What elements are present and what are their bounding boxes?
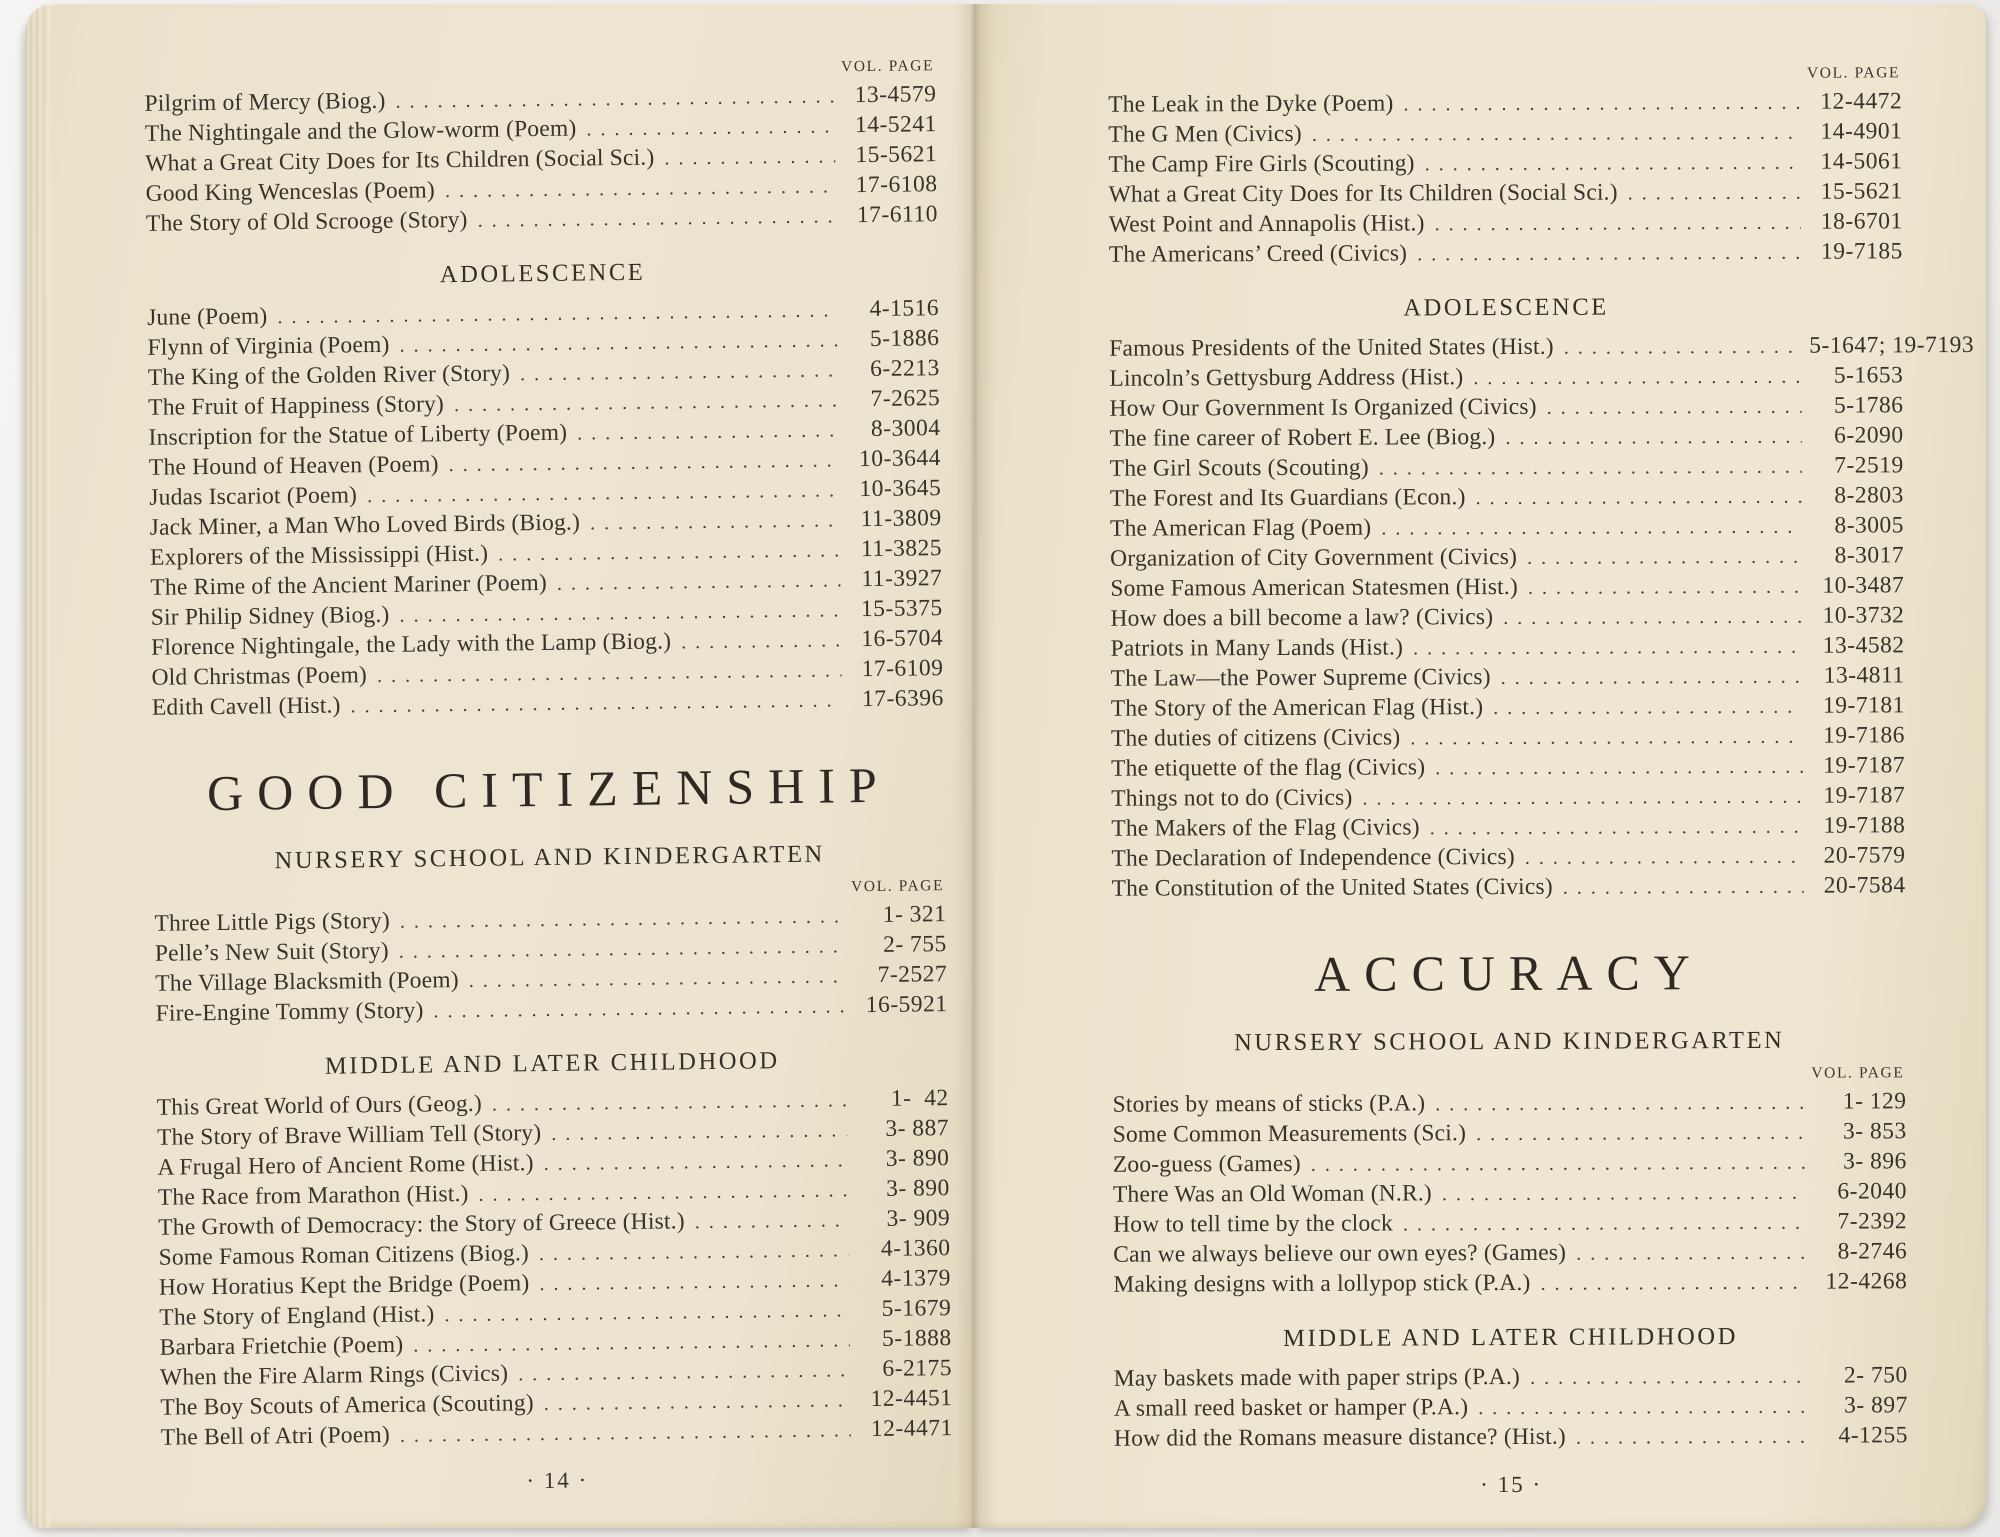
entry-group: [147, 293, 944, 723]
entry-volume-page: 6-2175: [882, 1355, 953, 1382]
entry-title: Florence Nightingale, the Lady with the Lamp (Biog.): [150, 628, 672, 661]
entry-title: The Law—the Power Supreme (Civics): [1110, 664, 1491, 692]
entry-volume-page: 19-7187: [1823, 752, 1906, 779]
dot-leader: [1564, 331, 1802, 363]
index-entry: [1111, 660, 1905, 693]
vol-page-header: VOL. PAGE: [1811, 1064, 1905, 1082]
entry-title: A Frugal Hero of Ancient Rome (Hist.): [157, 1150, 534, 1181]
entry-volume-page: 13-4582: [1822, 632, 1905, 659]
dot-leader: [577, 414, 839, 448]
index-entry: [1113, 1146, 1907, 1179]
section-subheading: MIDDLE AND LATER CHILDHOOD: [1283, 1322, 1739, 1352]
index-entry: [1111, 690, 1905, 723]
dot-leader: [1501, 661, 1803, 693]
entry-title: Judas Iscariot (Poem): [149, 482, 358, 511]
entry-volume-page: 5-1786: [1833, 392, 1904, 419]
vol-page-header: VOL. PAGE: [840, 57, 935, 76]
entry-title: Some Famous Roman Citizens (Biog.): [158, 1240, 530, 1271]
vol-page-header: VOL. PAGE: [1806, 64, 1901, 82]
entry-group: [1112, 1086, 1907, 1299]
dot-leader: [1576, 1421, 1806, 1453]
entry-volume-page: 15-5375: [860, 595, 943, 623]
entry-volume-page: 8-3005: [1834, 512, 1905, 539]
entry-group: [1108, 86, 1903, 269]
entry-volume-page: 7-2519: [1834, 452, 1904, 479]
index-entry: [1111, 750, 1905, 783]
index-entry: [1108, 86, 1902, 119]
index-entry: [1110, 420, 1904, 453]
entry-volume-page: 5-1888: [881, 1325, 952, 1352]
index-entry: [1110, 540, 1904, 573]
entry-title: The Race from Marathon (Hist.): [157, 1180, 469, 1211]
entry-volume-page: 6-2213: [870, 355, 940, 382]
entry-title: Fire-Engine Tommy (Story): [155, 997, 424, 1027]
entry-title: The Nightingale and the Glow-worm (Poem): [144, 115, 577, 147]
entry-title: The Rime of the Ancient Mariner (Poem): [150, 569, 548, 601]
dot-leader: [1476, 1117, 1805, 1149]
entry-title: Organization of City Government (Civics): [1110, 543, 1518, 572]
entry-volume-page: 11-3927: [861, 565, 943, 593]
dot-leader: [477, 200, 836, 235]
entry-volume-page: 4-1379: [881, 1265, 952, 1292]
entry-volume-page: 5-1647; 19-7193: [1809, 331, 1975, 359]
dot-leader: [1381, 511, 1802, 544]
dot-leader: [1530, 1361, 1806, 1393]
index-entry: [1110, 600, 1904, 633]
entry-title: Making designs with a lollypop stick (P.A.): [1113, 1269, 1531, 1298]
entry-volume-page: 3- 890: [885, 1145, 950, 1172]
index-entry: [1110, 570, 1904, 603]
entry-volume-page: 18-6701: [1820, 208, 1903, 235]
entry-title: The Story of Brave William Tell (Story): [156, 1120, 542, 1151]
dot-leader: [1547, 391, 1802, 423]
dot-leader: [1410, 721, 1803, 754]
entry-volume-page: 8-3004: [870, 415, 941, 442]
entry-volume-page: 7-2527: [877, 961, 948, 988]
entry-volume-page: 1- 321: [882, 901, 947, 928]
dot-leader: [1435, 207, 1801, 240]
entry-title: West Point and Annapolis (Hist.): [1108, 210, 1425, 238]
entry-volume-page: 17-6108: [855, 171, 938, 199]
dot-leader: [586, 110, 835, 144]
index-entry: [1113, 1236, 1907, 1269]
dot-leader: [1379, 451, 1802, 484]
entry-title: The fine career of Robert E. Lee (Biog.): [1109, 424, 1496, 452]
page-number: · 15 ·: [1480, 1471, 1543, 1498]
entry-title: The etiquette of the flag (Civics): [1111, 754, 1426, 782]
entry-volume-page: 20-7579: [1823, 842, 1906, 869]
entry-volume-page: 15-5621: [855, 141, 938, 169]
dot-leader: [1312, 117, 1801, 150]
section-heading: ACCURACY: [1313, 944, 1705, 1002]
dot-leader: [543, 1144, 847, 1179]
index-entry: [1114, 1390, 1908, 1423]
entry-volume-page: 12-4472: [1820, 88, 1903, 115]
entry-title: Three Little Pigs (Story): [154, 907, 391, 937]
index-entry: [1114, 1360, 1908, 1393]
entry-volume-page: 3- 896: [1843, 1148, 1907, 1175]
entry-title: The Village Blacksmith (Poem): [155, 967, 459, 997]
entry-volume-page: 3- 897: [1844, 1392, 1908, 1419]
entry-volume-page: 6-2040: [1837, 1178, 1907, 1205]
entry-title: Zoo-guess (Games): [1112, 1150, 1301, 1178]
entry-volume-page: 14-5241: [854, 111, 937, 139]
dot-leader: [1576, 1237, 1805, 1269]
entry-volume-page: 3- 853: [1842, 1118, 1907, 1145]
entry-title: When the Fire Alarm Rings (Civics): [159, 1360, 509, 1391]
entry-volume-page: 17-6396: [861, 685, 944, 713]
page-content-right: [1108, 62, 1975, 1499]
entry-title: What a Great City Does for Its Children (Social Sci.): [1108, 179, 1618, 208]
dot-leader: [1403, 87, 1800, 120]
entry-title: Things not to do (Civics): [1111, 784, 1353, 812]
dot-leader: [695, 1204, 849, 1237]
entry-title: Some Famous American Statesmen (Hist.): [1110, 573, 1519, 602]
index-entry: [1111, 720, 1905, 753]
entry-title: How Horatius Kept the Bridge (Poem): [158, 1270, 530, 1301]
entry-volume-page: 8-2803: [1834, 482, 1904, 509]
index-entry: [1109, 390, 1903, 423]
entry-title: The Boy Scouts of America (Scouting): [160, 1390, 534, 1421]
dot-leader: [1403, 1207, 1805, 1240]
entry-title: Can we always believe our own eyes? (Games): [1113, 1239, 1567, 1268]
entry-volume-page: 1- 129: [1842, 1088, 1907, 1115]
entry-volume-page: 14-4901: [1820, 118, 1903, 145]
section-subheading: ADOLESCENCE: [439, 258, 646, 289]
entry-title: How did the Romans measure distance? (Hist.): [1113, 1423, 1566, 1452]
entry-title: The Forest and Its Guardians (Econ.): [1109, 484, 1466, 512]
entry-volume-page: 5-1653: [1833, 362, 1904, 389]
index-entry: [1111, 780, 1905, 813]
entry-volume-page: 14-5061: [1820, 148, 1903, 175]
entry-title: The Americans’ Creed (Civics): [1108, 240, 1408, 268]
entry-volume-page: 8-2746: [1837, 1238, 1908, 1265]
entry-group: [157, 1083, 953, 1453]
entry-volume-page: 1- 42: [890, 1085, 949, 1112]
entry-title: Old Christmas (Poem): [151, 662, 368, 691]
entry-volume-page: 16-5921: [865, 991, 948, 1019]
entry-volume-page: 6-2090: [1833, 422, 1904, 449]
index-entry: [1110, 480, 1904, 513]
entry-volume-page: 3- 890: [885, 1175, 950, 1202]
entry-title: The American Flag (Poem): [1109, 514, 1372, 542]
entry-volume-page: 5-1886: [869, 325, 940, 352]
section-heading: GOOD CITIZENSHIP: [206, 756, 892, 822]
index-entry: [1109, 206, 1903, 239]
entry-volume-page: 15-5621: [1820, 178, 1903, 205]
entry-title: Jack Miner, a Man Who Loved Birds (Biog.): [149, 509, 581, 541]
entry-title: Patriots in Many Lands (Hist.): [1110, 634, 1404, 662]
index-entry: [1112, 870, 1906, 903]
entry-title: What a Great City Does for Its Children (Social Sci.): [145, 144, 655, 177]
entry-title: Some Common Measurements (Sci.): [1112, 1120, 1467, 1148]
dot-leader: [1528, 571, 1802, 603]
entry-volume-page: 10-3645: [859, 475, 942, 503]
dot-leader: [1435, 751, 1803, 784]
entry-title: The Leak in the Dyke (Poem): [1108, 90, 1394, 118]
entry-volume-page: 10-3644: [858, 445, 942, 473]
entry-title: The Bell of Atri (Poem): [160, 1421, 391, 1451]
dot-leader: [664, 140, 835, 173]
entry-volume-page: 12-4451: [870, 1385, 953, 1413]
dot-leader: [1505, 421, 1801, 453]
dot-leader: [1525, 841, 1804, 873]
index-entry: [1112, 1086, 1906, 1119]
dot-leader: [400, 1414, 851, 1451]
index-entry: [1109, 360, 1903, 393]
entry-title: Sir Philip Sidney (Biog.): [150, 601, 390, 631]
index-entry: [1110, 510, 1904, 543]
entry-group: [1114, 1360, 1908, 1453]
entry-volume-page: 4-1360: [880, 1235, 951, 1262]
entry-title: The Growth of Democracy: the Story of Greece (Hist.): [158, 1208, 685, 1241]
dot-leader: [1430, 811, 1804, 844]
entry-title: The Constitution of the United States (Civics): [1111, 873, 1553, 902]
entry-title: Pelle’s New Suit (Story): [154, 937, 389, 967]
entry-volume-page: 19-7185: [1820, 238, 1903, 265]
entry-volume-page: 12-4471: [870, 1415, 953, 1443]
index-entry: [1108, 116, 1902, 149]
entry-title: June (Poem): [146, 303, 268, 331]
entry-volume-page: 10-3487: [1822, 572, 1905, 599]
entry-volume-page: 16-5704: [861, 625, 944, 653]
dot-leader: [1435, 1087, 1804, 1120]
page-content-left: [144, 55, 953, 1499]
index-entry: [1113, 1176, 1907, 1209]
dot-leader: [1540, 1267, 1805, 1299]
dot-leader: [590, 504, 840, 538]
entry-title: The G Men (Civics): [1108, 120, 1302, 148]
entry-volume-page: 17-6109: [861, 655, 944, 683]
dot-leader: [1563, 871, 1804, 903]
book-spread: [26, 4, 1986, 1528]
section-subheading: MIDDLE AND LATER CHILDHOOD: [324, 1047, 780, 1080]
dot-leader: [1493, 691, 1803, 723]
entry-title: There Was an Old Woman (N.R.): [1112, 1180, 1432, 1208]
entry-title: This Great World of Ours (Geog.): [156, 1090, 483, 1121]
index-entry: [1111, 840, 1905, 873]
index-entry: [1109, 330, 1975, 363]
index-entry: [1113, 1206, 1907, 1239]
entry-volume-page: 7-2392: [1837, 1208, 1908, 1235]
entry-title: How to tell time by the clock: [1113, 1210, 1394, 1238]
entry-title: How Our Government Is Organized (Civics): [1109, 393, 1537, 422]
entry-title: The duties of citizens (Civics): [1110, 724, 1401, 752]
entry-title: The Hound of Heaven (Poem): [148, 451, 439, 481]
dot-leader: [1311, 1147, 1805, 1180]
entry-volume-page: 19-7187: [1823, 782, 1906, 809]
entry-volume-page: 2- 750: [1843, 1362, 1908, 1389]
entry-title: Famous Presidents of the United States (Hist.): [1109, 333, 1554, 362]
vol-page-header: VOL. PAGE: [850, 877, 945, 896]
entry-title: Inscription for the Statue of Liberty (Poem): [148, 419, 568, 451]
entry-title: Barbara Frietchie (Poem): [159, 1331, 404, 1361]
entry-title: Lincoln’s Gettysburg Address (Hist.): [1109, 364, 1464, 392]
entry-volume-page: 8-3017: [1834, 542, 1905, 569]
page-edge-stack: [26, 4, 52, 1528]
entry-title: Flynn of Virginia (Poem): [147, 331, 390, 361]
dot-leader: [1425, 147, 1801, 180]
index-entry: [1110, 630, 1904, 663]
page-number: · 14 ·: [526, 1467, 589, 1494]
entry-volume-page: 5-1679: [881, 1295, 952, 1322]
dot-leader: [1628, 177, 1801, 209]
entry-volume-page: 13-4579: [854, 81, 937, 109]
entry-volume-page: 4-1255: [1838, 1422, 1909, 1449]
index-entry: [1108, 146, 1902, 179]
entry-group: [1109, 330, 1975, 903]
dot-leader: [1442, 1177, 1805, 1210]
dot-leader: [1478, 1391, 1806, 1423]
entry-title: May baskets made with paper strips (P.A.): [1113, 1363, 1521, 1392]
dot-leader: [681, 624, 841, 657]
dot-leader: [1476, 481, 1802, 513]
entry-volume-page: 2- 755: [882, 931, 947, 958]
entry-title: The King of the Golden River (Story): [147, 360, 511, 391]
entry-volume-page: 7-2625: [870, 385, 941, 412]
entry-volume-page: 20-7584: [1823, 872, 1906, 899]
entry-volume-page: 4-1516: [869, 295, 940, 322]
index-entry: [1113, 1116, 1907, 1149]
index-entry: [1113, 1266, 1907, 1299]
dot-leader: [557, 564, 841, 598]
dot-leader: [350, 684, 842, 721]
entry-volume-page: 12-4268: [1825, 1268, 1908, 1295]
section-subheading: NURSERY SCHOOL AND KINDERGARTEN: [1234, 1026, 1785, 1057]
dot-leader: [1362, 781, 1803, 814]
index-entry: [1114, 1420, 1908, 1453]
dot-leader: [1527, 541, 1802, 573]
index-entry: [1109, 236, 1903, 269]
entry-volume-page: 19-7186: [1823, 722, 1905, 749]
entry-volume-page: 17-6110: [856, 201, 939, 229]
entry-title: The Story of the American Flag (Hist.): [1110, 694, 1484, 722]
entry-title: How does a bill become a law? (Civics): [1110, 604, 1494, 632]
section-subheading: NURSERY SCHOOL AND KINDERGARTEN: [274, 840, 826, 875]
entry-volume-page: 11-3809: [860, 505, 942, 533]
entry-volume-page: 11-3825: [860, 535, 943, 563]
entry-title: The Girl Scouts (Scouting): [1109, 454, 1369, 482]
dot-leader: [1473, 361, 1801, 393]
entry-title: A small reed basket or hamper (P.A.): [1113, 1394, 1469, 1422]
entry-volume-page: 3- 909: [886, 1205, 951, 1232]
entry-volume-page: 19-7188: [1823, 812, 1906, 839]
index-entry: [1109, 176, 1903, 209]
index-entry: [1111, 810, 1905, 843]
entry-title: Explorers of the Mississippi (Hist.): [149, 540, 489, 571]
dot-leader: [551, 1114, 847, 1149]
entry-title: Pilgrim of Mercy (Biog.): [144, 87, 386, 117]
dot-leader: [1417, 237, 1801, 270]
entry-volume-page: 10-3732: [1822, 602, 1905, 629]
entry-title: The Makers of the Flag (Civics): [1111, 814, 1420, 842]
entry-title: The Declaration of Independence (Civics): [1111, 843, 1515, 872]
entry-title: The Story of Old Scrooge (Story): [145, 206, 468, 237]
entry-title: The Fruit of Happiness (Story): [148, 391, 445, 421]
entry-title: The Camp Fire Girls (Scouting): [1108, 150, 1415, 178]
entry-volume-page: 3- 887: [885, 1115, 950, 1142]
dot-leader: [1413, 631, 1803, 664]
section-subheading: ADOLESCENCE: [1403, 293, 1609, 322]
entry-title: The Story of England (Hist.): [159, 1301, 435, 1331]
entry-title: Edith Cavell (Hist.): [151, 692, 341, 721]
dot-leader: [1503, 601, 1802, 633]
entry-group: [154, 899, 947, 1029]
dot-leader: [433, 990, 845, 1026]
entry-volume-page: 13-4811: [1823, 662, 1905, 689]
index-entry: [1110, 450, 1904, 483]
entry-group: [144, 79, 938, 239]
entry-title: Stories by means of sticks (P.A.): [1112, 1090, 1426, 1118]
entry-volume-page: 19-7181: [1822, 692, 1905, 719]
dot-leader: [544, 1384, 851, 1419]
entry-title: Good King Wenceslas (Poem): [145, 177, 436, 207]
